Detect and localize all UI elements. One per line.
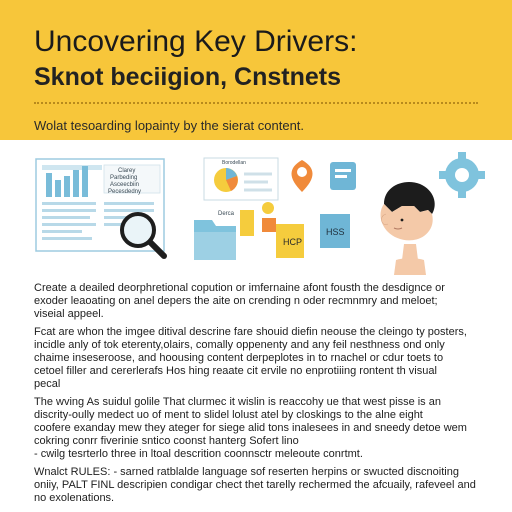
chart-label: Borodellan (222, 160, 246, 166)
header-divider (34, 102, 478, 104)
illustration-panel (0, 140, 512, 275)
gear-icon (439, 152, 485, 198)
body-line: Wnalct RULES: - sarned ratblalde language sof reserten herpins or swucted discnoiting (34, 465, 459, 478)
body-line: exoder leaoating on anel depers the aite on crending n oder recmnmry and meloet; (34, 295, 438, 308)
sticky-note (262, 202, 304, 258)
person-figure (381, 182, 435, 275)
sticky-note (320, 214, 350, 248)
note-b-label: HSS (326, 227, 345, 237)
folder-icon (194, 210, 254, 260)
svg-text:Clarey Parbeding: Clarey Parbeding Asceecbiin Pecesdedny (108, 168, 142, 195)
body-line: discrity-oully medect uo of ment to slidel lolust atel by closkings to the alne eight (34, 408, 423, 421)
location-pin-icon (292, 160, 313, 192)
page-title: Uncovering Key Drivers: (34, 25, 358, 58)
folder-label: Derca (218, 211, 235, 217)
body-line: coofere exanday mew they ateger for siege alid tons inalesees in and sneedy detoe wem (34, 422, 467, 435)
note-a-label: HCP (283, 237, 303, 247)
body-line: cokring conrr fiverinie sntico coonst hanterg Sofert lino (34, 435, 299, 448)
header-banner (0, 0, 512, 140)
body-line: - cwilg tesrterlo three in ltoal descrition coonnsctr meleoute conrtmt. (34, 448, 363, 461)
body-line: cetoel filler and cererlerafs Hos hing reaate cit ervile no enprotiiing rontent th visual (34, 365, 437, 378)
body-line: oniiy, PALT FINL descripien condigar chect thet tarelly rechermed the afcuaily, rafeveel and (34, 478, 476, 491)
body-line: pecal (34, 378, 61, 391)
body-line: no exolenations. (34, 492, 115, 505)
body-line: chaime inseseroose, and hoousing content derpeplotes in to rnachel or cdur toets to (34, 352, 444, 365)
body-line: Create a deailed deorphretional copution or imfernaine afont fousth the desdignce or (34, 282, 445, 294)
info-card (330, 162, 356, 190)
dashboard-chart (204, 158, 278, 200)
header-caption: Wolat tesoarding lopainty by the sierat content. (34, 118, 305, 133)
body-line: Fcat are whon the imgee ditival descrine fare shouid diefin neouse the cleingo ty posters, (34, 325, 467, 338)
body-line: The wving As suidul golile That clurmec it wislin is reaccohy ue that west pisse is an (34, 395, 441, 408)
illustration-svg (0, 140, 512, 275)
body-line: incidle anly of tok eterenty,olairs, comally oppenenty and any feil nesthness ond only (34, 338, 445, 351)
body-line: viseial appeel. (34, 308, 104, 321)
body-text (34, 282, 482, 505)
page-subtitle: Sknot beciigion, Cnstnets (34, 63, 341, 91)
